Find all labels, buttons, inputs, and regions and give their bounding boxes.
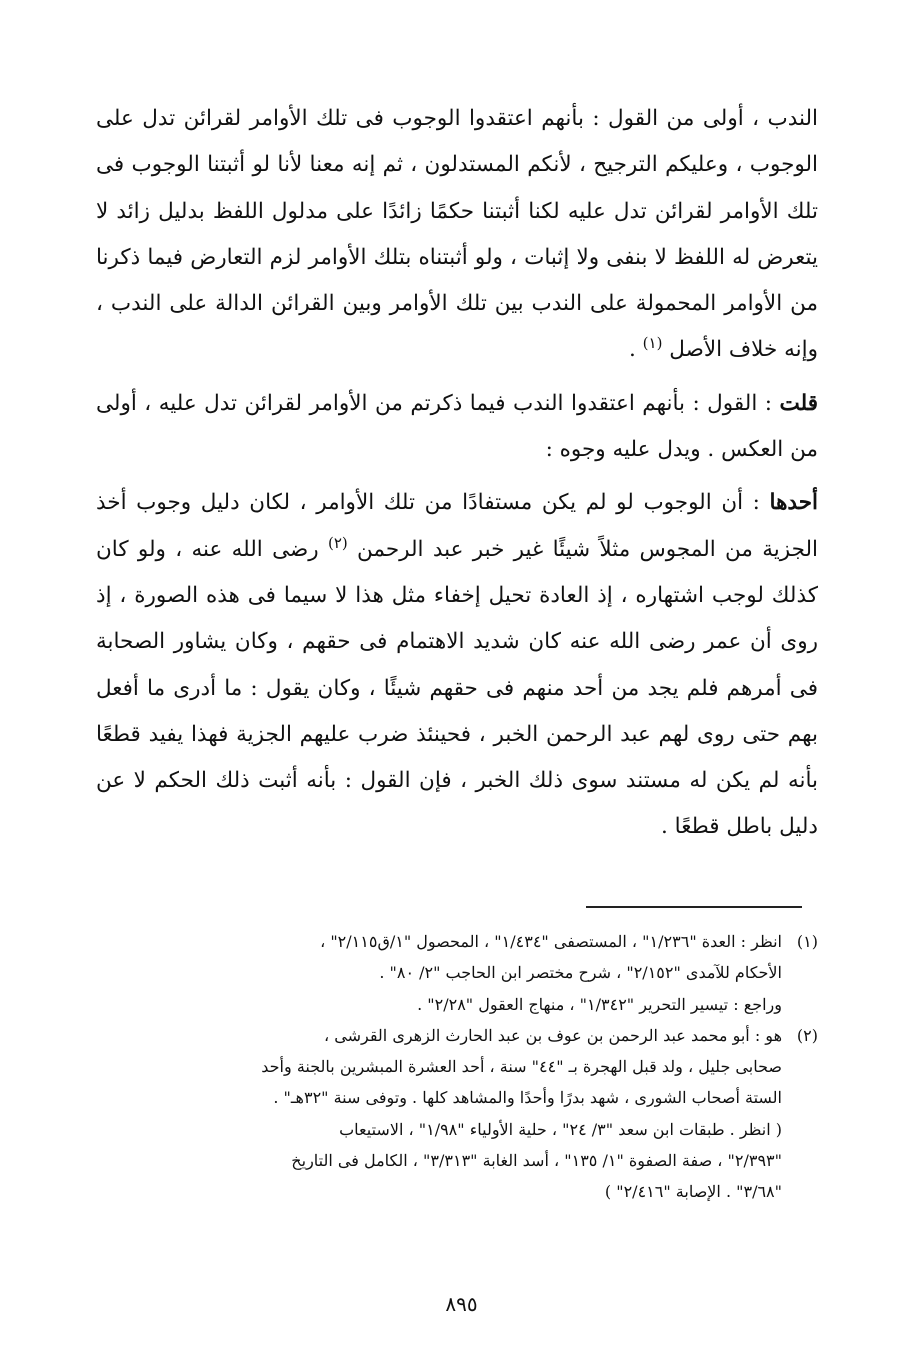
paragraph-3-text-b: رضى الله عنه ، ولو كان كذلك لوجب اشتهاره ، إذ العادة تحيل إخفاء مثل هذا لا سيما فى هذه الصورة ، إذ روى أن عمر رضى الله عنه كان شديد الاهتمام فى حقهم ، وكان يشاور الصحابة فى أمرهم فلم يجد من أحد منهم فى حقهم شيئًا ، وكان يقول : ما أدرى ما أفعل بهم حتى روى لهم عبد الرحمن الخبر ، فحينئذ ضرب عليهم الجزية فهذا يفيد قطعًا بأنه لم يكن له مستند سوى ذلك الخبر ، فإن القول : بأنه أثبت ذلك الحكم لا عن دليل باطل قطعًا . — [96, 536, 818, 840]
footnote-1-line: انظر : العدة "١/٢٣٦" ، المستصفى "١/٤٣٤" ، المحصول "١/ق٢/١١٥" ، — [320, 932, 782, 951]
footnote-2-line: صحابى جليل ، ولد قبل الهجرة بـ "٤٤" سنة ، أحد العشرة المبشرين بالجنة وأحد — [261, 1057, 782, 1077]
paragraph-1-end: . — [628, 337, 643, 363]
page-number: ٨٩٥ — [445, 1292, 478, 1316]
footnote-1 — [96, 926, 818, 1020]
footnote-separator — [586, 906, 802, 908]
footnote-2-line: هو : أبو محمد عبد الرحمن بن عوف بن عبد الحارث الزهرى القرشى ، — [324, 1025, 782, 1045]
footnote-1-line: الأحكام للآمدى "٢/١٥٢" ، شرح مختصر ابن الحاجب "٢/ ٨٠" . — [379, 963, 782, 983]
footnotes — [96, 926, 818, 1208]
footnote-2-line: "٣/٦٨" . الإصابة "٢/٤١٦" ) — [604, 1182, 782, 1202]
footnote-2-number: (٢) — [796, 1025, 818, 1045]
main-text — [96, 96, 818, 858]
footnote-1-number: (١) — [796, 932, 818, 951]
footnote-1-body — [96, 926, 782, 1020]
paragraph-1 — [96, 96, 818, 374]
paragraph-3-text-a: : أن الوجوب لو لم يكن مستفادًا من تلك الأوامر ، لكان دليل وجوب أخذ الجزية من المجوس مثلاً شيئًا غير خبر عبد الرحمن — [96, 490, 818, 562]
paragraph-2-lead: قلت — [779, 390, 818, 416]
footnote-2-body — [96, 1020, 782, 1208]
footnote-2-line: ( انظر . طبقات ابن سعد "٣/ ٢٤" ، حلية الأولياء "١/٩٨" ، الاستيعاب — [339, 1119, 782, 1139]
paragraph-2-text: : القول : بأنهم اعتقدوا الندب فيما ذكرتم من الأوامر لقرائن تدل عليه ، أولى من العكس . ويدل عليه وجوه : — [96, 390, 818, 463]
paragraph-3 — [96, 480, 818, 850]
footnote-2-line: "٢/٣٩٣" ، صفة الصفوة "١/ ١٣٥" ، أسد الغابة "٣/٣١٣" ، الكامل فى التاريخ — [291, 1151, 782, 1171]
paragraph-2 — [96, 381, 818, 474]
footnote-ref-2[interactable]: (٢) — [327, 533, 348, 552]
footnote-1-line: وراجع : تيسير التحرير "١/٣٤٢" ، منهاج العقول "٢/٢٨" . — [417, 994, 782, 1014]
paragraph-3-lead: أحدها — [769, 490, 818, 516]
paragraph-1-text: الندب ، أولى من القول : بأنهم اعتقدوا الوجوب فى تلك الأوامر لقرائن تدل على الوجوب ، وعليكم الترجيح ، لأنكم المستدلون ، ثم إنه معنا لأنا لو أثبتنا الوجوب فى تلك الأوامر لقرائن تدل عليه لكنا أثبتنا حكمًا زائدًا على مدلول اللفظ بدليل زائد لا يتعرض له اللفظ لا بنفى ولا إثبات ، ولو أثبتناه بتلك الأوامر لزم التعارض فيما ذكرنا من الأوامر المحمولة على الندب بين تلك الأوامر وبين القرائن الدالة على الندب ، وإنه خلاف الأصل — [96, 106, 818, 363]
footnote-2 — [96, 1020, 818, 1208]
footnote-2-line: الستة أصحاب الشورى ، شهد بدرًا وأحدًا والمشاهد كلها . وتوفى سنة "٣٢هـ" . — [273, 1088, 782, 1108]
footnote-ref-1[interactable]: (١) — [642, 334, 663, 353]
